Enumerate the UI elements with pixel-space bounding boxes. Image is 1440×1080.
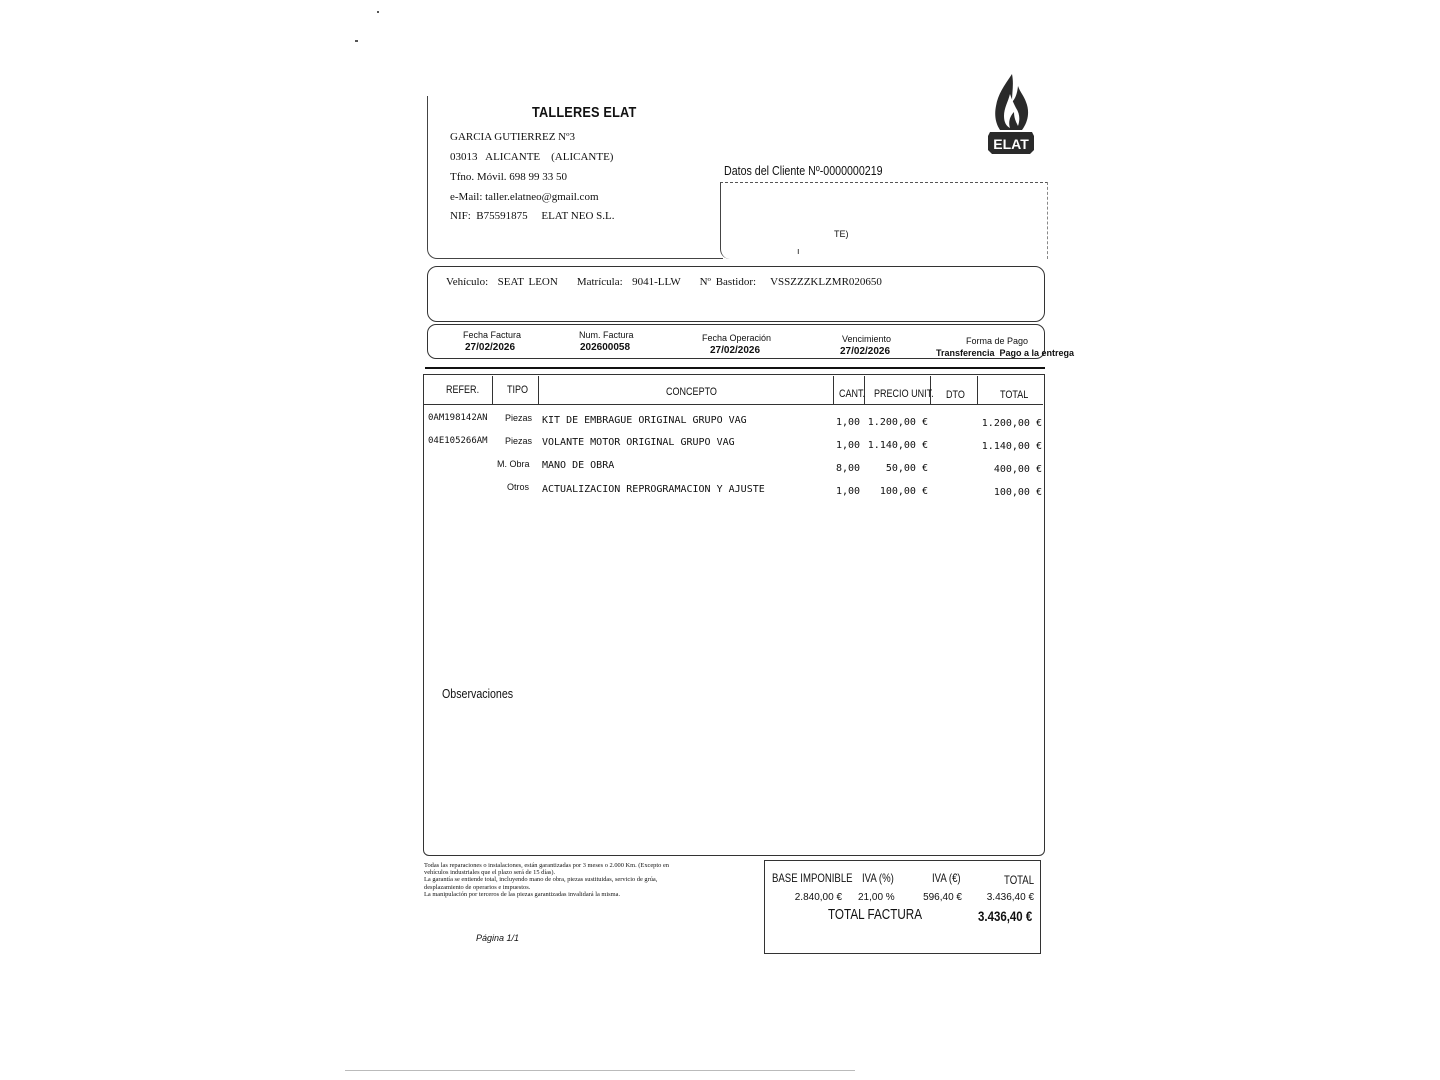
row-total: 1.140,00 € — [981, 441, 1042, 452]
row-total: 400,00 € — [993, 464, 1042, 475]
header-concepto: CONCEPTO — [666, 386, 717, 398]
header-refer: REFER. — [446, 384, 480, 396]
header-precio: PRECIO UNIT. — [874, 388, 934, 400]
company-nif: NIF: B75591875 ELAT NEO S.L. — [450, 210, 615, 222]
column-separator — [538, 376, 539, 404]
row-concepto: KIT DE EMBRAGUE ORIGINAL GRUPO VAG — [542, 415, 747, 426]
row-total: 1.200,00 € — [981, 418, 1042, 429]
total-value: 3.436,40 € — [986, 892, 1034, 903]
num-factura-value: 202600058 — [580, 342, 631, 353]
row-tipo: Piezas — [505, 436, 533, 446]
forma-pago-label: Forma de Pago — [966, 336, 1029, 346]
client-box — [720, 182, 1048, 259]
row-tipo: M. Obra — [497, 459, 530, 469]
forma-pago-value: Transferencia Pago a la entrega — [936, 348, 1075, 358]
page-number: Página 1/1 — [476, 933, 520, 943]
fecha-operacion-label: Fecha Operación — [702, 333, 772, 343]
row-precio: 50,00 € — [885, 463, 928, 474]
row-cant: 8,00 — [836, 463, 861, 474]
warranty-note-line: vehículos industriales que el plazo será de 15 días). — [424, 869, 556, 877]
header-total: TOTAL — [1000, 389, 1029, 401]
warranty-note — [424, 862, 758, 898]
row-concepto: ACTUALIZACION REPROGRAMACION Y AJUSTE — [542, 484, 765, 495]
base-imponible-label: BASE IMPONIBLE — [772, 871, 853, 885]
header-dto: DTO — [946, 389, 965, 401]
fecha-factura-label: Fecha Factura — [463, 330, 522, 340]
row-precio: 1.200,00 € — [867, 417, 928, 428]
warranty-note-line: La manipulación por terceros de las piezas garantizadas invalidará la misma. — [424, 890, 621, 898]
client-mark: ı — [797, 246, 800, 256]
logo-text: ELAT — [993, 136, 1029, 152]
client-title: Datos del Cliente Nº-0000000219 — [724, 163, 883, 178]
column-separator — [833, 376, 834, 404]
row-refer: 0AM198142AN — [428, 413, 488, 423]
row-precio: 1.140,00 € — [867, 440, 928, 451]
vehicle-box — [427, 266, 1045, 322]
base-imponible-value: 2.840,00 € — [794, 892, 842, 903]
warranty-note-line: La garantía se entiende total, incluyendo mano de obra, piezas sustituidas, servicio de grúa, — [424, 876, 658, 884]
total-factura-label: TOTAL FACTURA — [828, 906, 923, 923]
company-name: TALLERES ELAT — [532, 104, 637, 121]
row-total: 100,00 € — [993, 487, 1042, 498]
company-phone: Tfno. Móvil. 698 99 33 50 — [450, 171, 568, 183]
row-refer: 04E105266AM — [428, 436, 488, 446]
row-concepto: VOLANTE MOTOR ORIGINAL GRUPO VAG — [542, 437, 735, 448]
scan-speck — [377, 11, 379, 13]
client-partial-text: TE) — [834, 229, 849, 239]
observaciones-label: Observaciones — [442, 686, 514, 701]
company-email: e-Mail: taller.elatneo@gmail.com — [450, 191, 599, 203]
table-header-divider — [423, 404, 1043, 405]
row-cant: 1,00 — [836, 440, 861, 451]
warranty-note-line: Todas las reparaciones o instalaciones, están garantizadas por 3 meses o 2.000 Km. (Excepto en — [424, 862, 669, 869]
vehicle-info: Vehículo: SEAT LEON Matrícula: 9041-LLW Nº Bastidor: VSSZZZKLZMR020650 — [446, 276, 882, 288]
vencimiento-value: 27/02/2026 — [840, 346, 891, 357]
iva-pct-value: 21,00 % — [858, 892, 895, 903]
iva-eur-value: 596,40 € — [923, 892, 962, 903]
header-tipo: TIPO — [507, 384, 529, 396]
flame-logo-icon — [982, 72, 1040, 162]
num-factura-label: Num. Factura — [579, 330, 634, 340]
company-address-line2: 03013 ALICANTE (ALICANTE) — [450, 151, 614, 163]
vencimiento-label: Vencimiento — [842, 334, 892, 344]
warranty-note-line: desplazamiento de operarios e impuestos. — [424, 883, 531, 891]
column-separator — [977, 376, 978, 404]
row-concepto: MANO DE OBRA — [542, 460, 615, 471]
iva-eur-label: IVA (€) — [932, 871, 961, 885]
scan-edge-line — [345, 1070, 855, 1071]
fecha-operacion-value: 27/02/2026 — [710, 345, 761, 356]
row-precio: 100,00 € — [879, 486, 928, 497]
fecha-factura-value: 27/02/2026 — [465, 342, 516, 353]
company-address-line1: GARCIA GUTIERREZ Nº3 — [450, 131, 576, 143]
divider — [425, 367, 1045, 369]
column-separator — [492, 376, 493, 404]
row-cant: 1,00 — [836, 486, 861, 497]
total-factura-value: 3.436,40 € — [978, 908, 1033, 924]
row-tipo: Otros — [507, 482, 530, 492]
iva-pct-label: IVA (%) — [862, 871, 894, 885]
header-cant: CANT. — [839, 388, 866, 400]
scan-speck — [355, 40, 358, 42]
row-cant: 1,00 — [836, 417, 861, 428]
row-tipo: Piezas — [505, 413, 533, 423]
total-label: TOTAL — [1004, 873, 1035, 887]
